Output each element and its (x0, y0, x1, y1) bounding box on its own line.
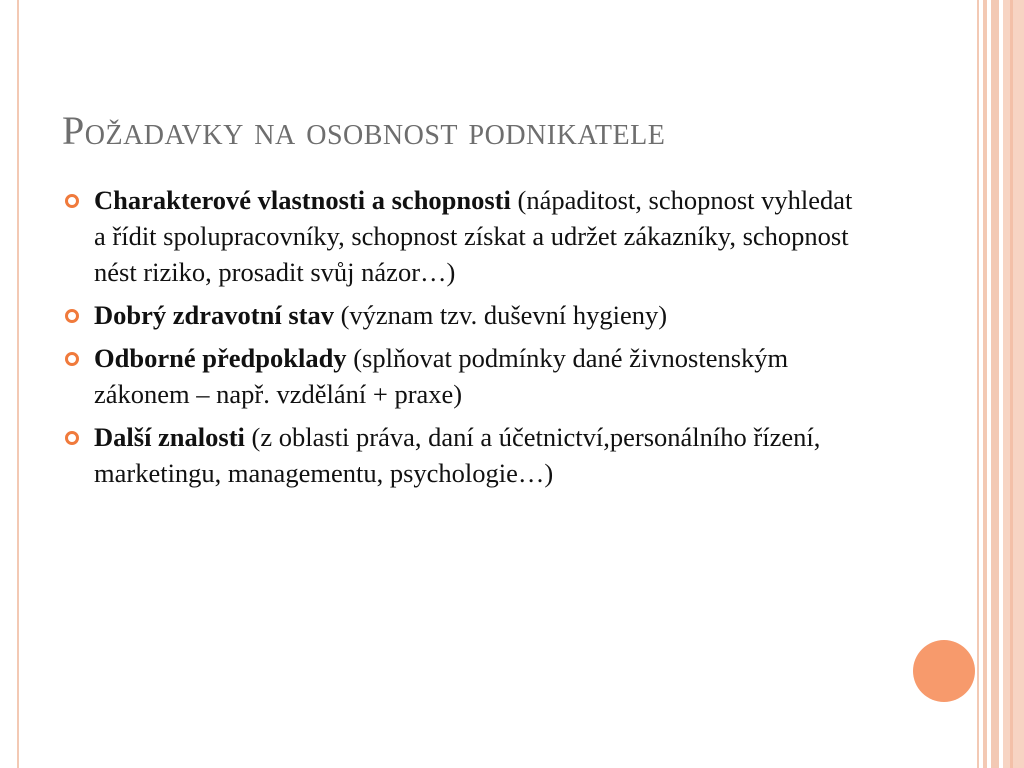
bullet-circle-icon (65, 431, 79, 445)
list-item (62, 182, 862, 290)
item-term: Charakterové vlastnosti a schopnosti (94, 185, 511, 215)
bullet-circle-icon (65, 194, 79, 208)
item-text: (splňovat podmínky dané živnostenským zákonem – např. vzdělání + praxe) (94, 343, 789, 409)
item-text: (z oblasti práva, daní a účetnictví,personálního řízení, marketingu, managementu, psychologie…) (94, 422, 821, 488)
bullet-circle-icon (65, 352, 79, 366)
right-decorative-stripe (983, 0, 987, 768)
list-item (62, 297, 862, 333)
bullet-list (62, 182, 862, 498)
item-term: Dobrý zdravotní stav (94, 300, 334, 330)
left-decorative-rule (17, 0, 19, 768)
right-decorative-stripe (991, 0, 999, 768)
bullet-circle-icon (65, 309, 79, 323)
slide-title: Požadavky na osobnost podnikatele (62, 108, 666, 153)
item-term: Odborné předpoklady (94, 343, 347, 373)
right-decorative-stripe (1010, 0, 1013, 768)
list-item (62, 419, 862, 491)
item-term: Další znalosti (94, 422, 245, 452)
list-item (62, 340, 862, 412)
right-decorative-stripe (1003, 0, 1024, 768)
item-text: (nápaditost, schopnost vyhledat a řídit spolupracovníky, schopnost získat a udržet zákazníky, schopnost nést riziko, prosadit svůj názor…) (94, 185, 853, 287)
item-text: (význam tzv. duševní hygieny) (333, 300, 668, 330)
decorative-circle (913, 640, 975, 702)
right-decorative-stripe (977, 0, 979, 768)
